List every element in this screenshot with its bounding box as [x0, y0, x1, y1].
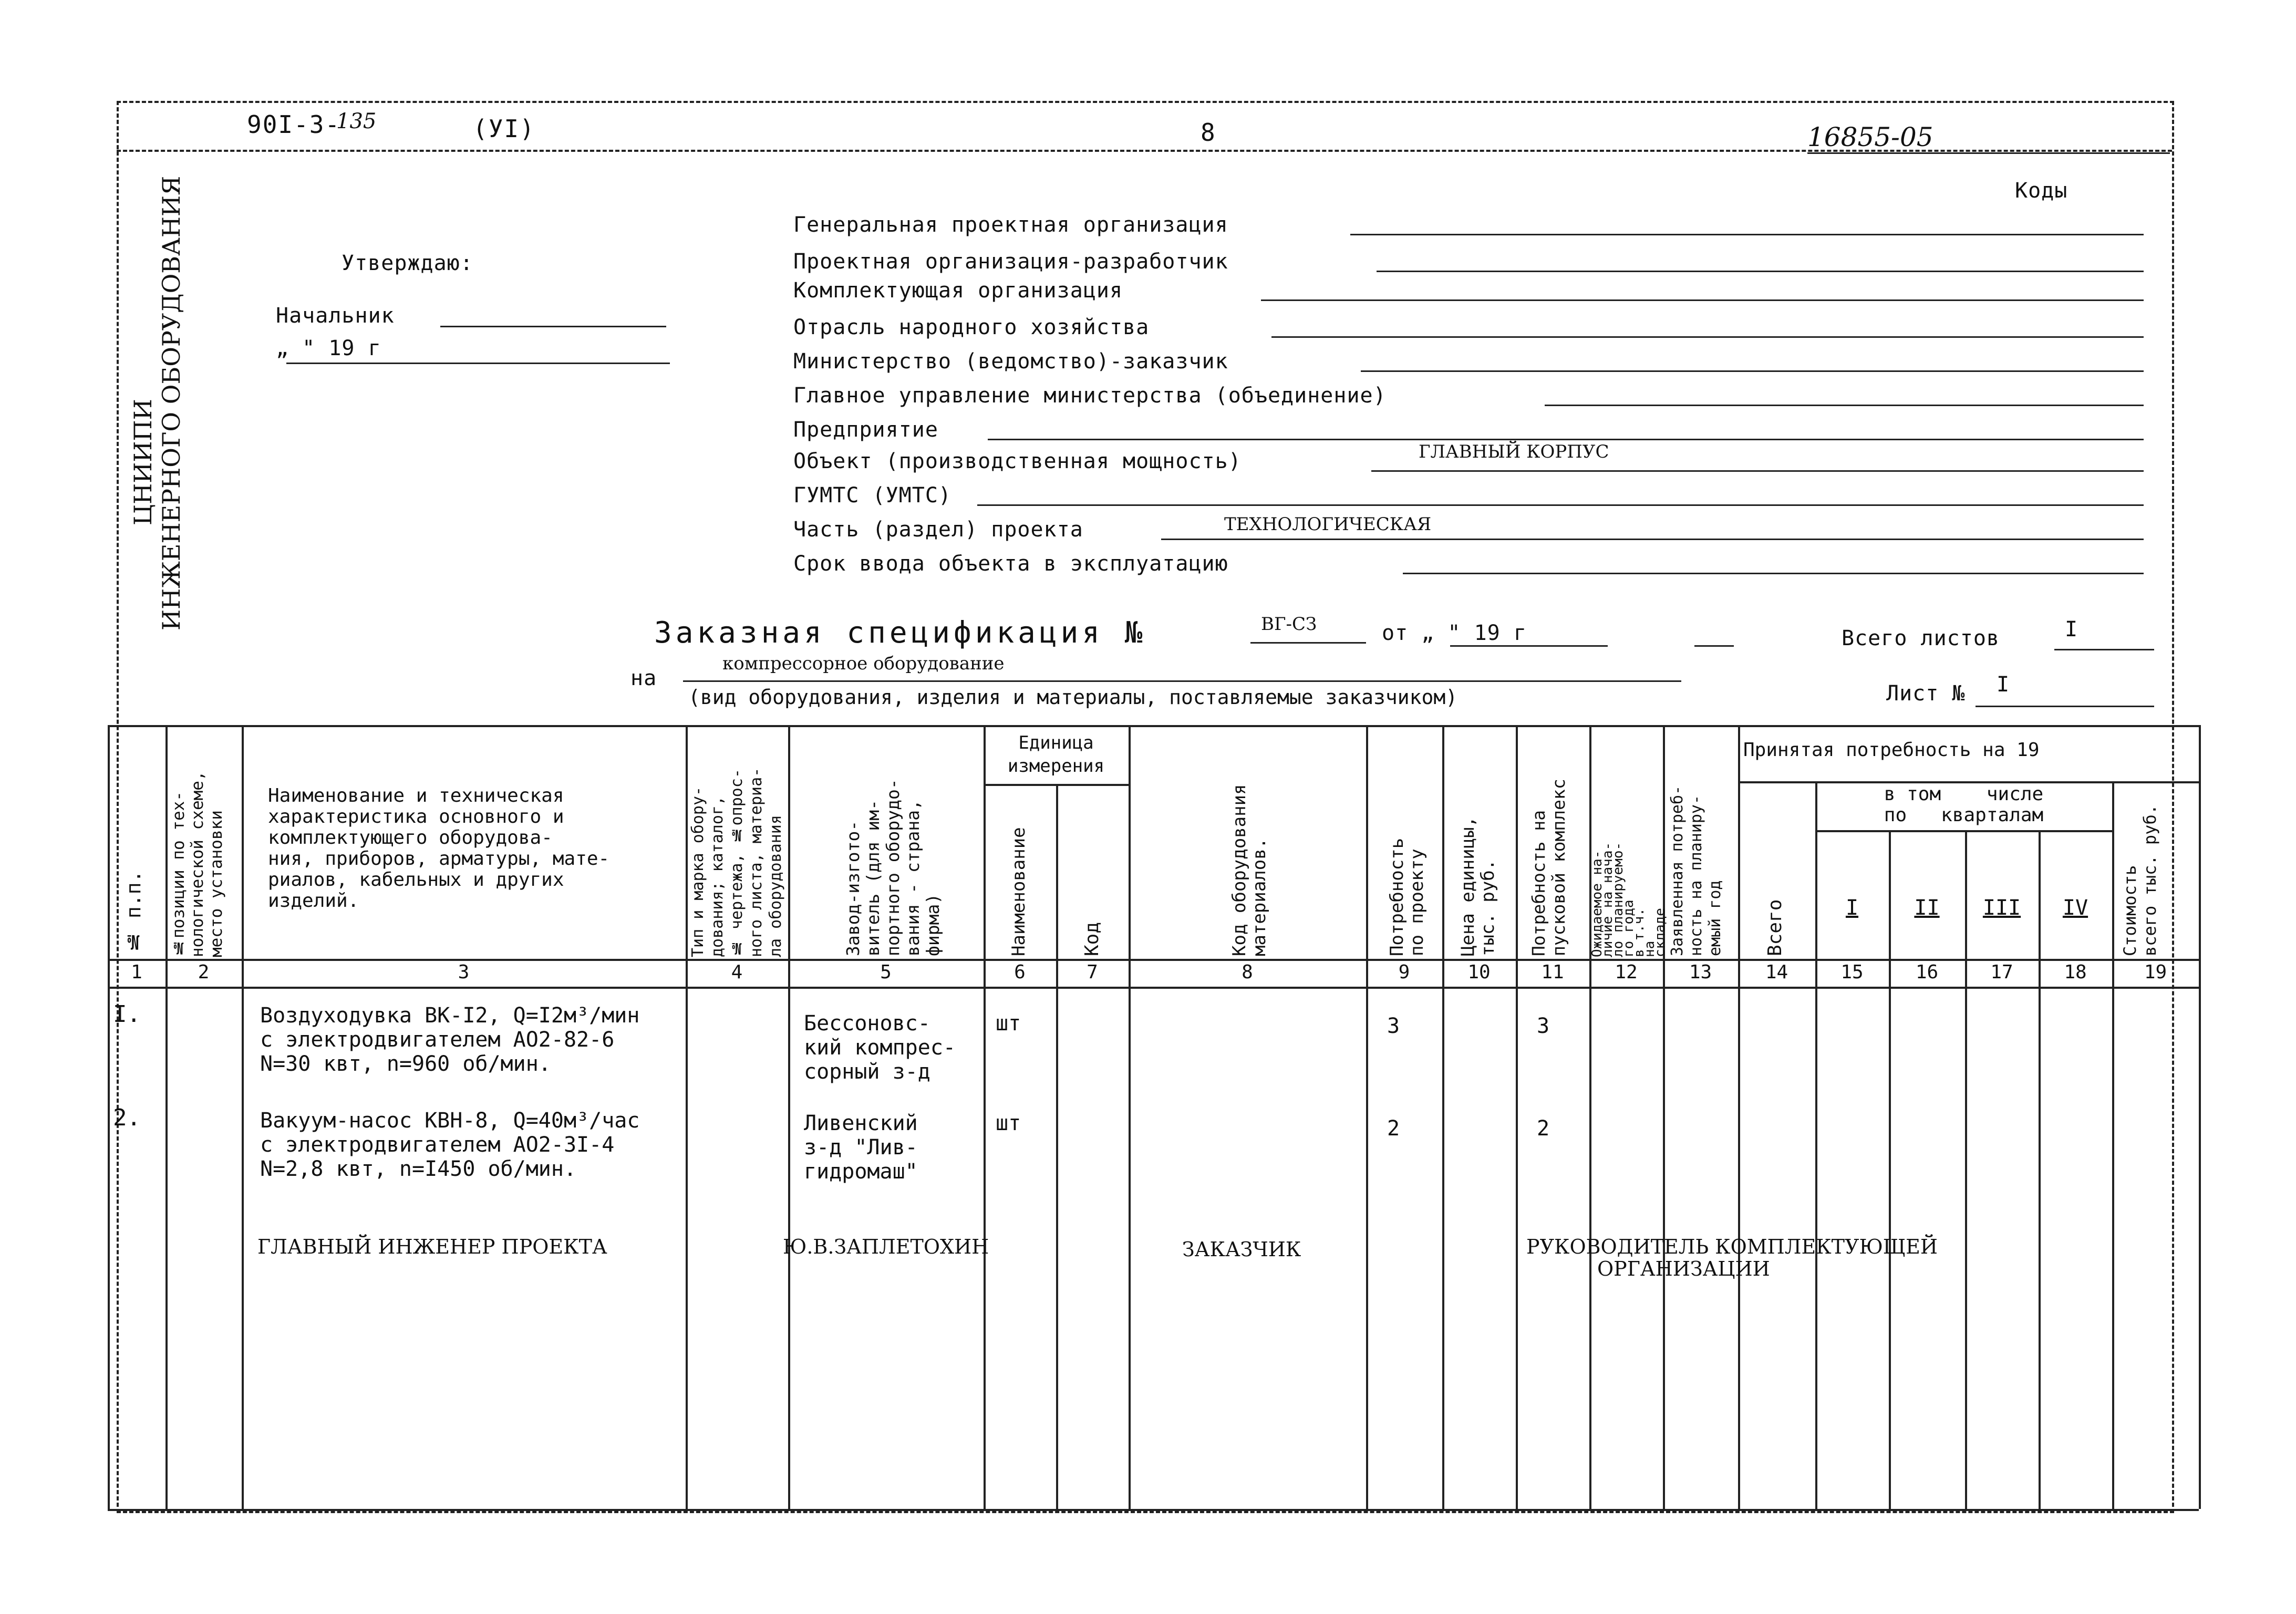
- header-col-1: № п.п.: [122, 870, 145, 954]
- spec-date-line2: [1694, 645, 1734, 647]
- approve-date-line: „ " 19 г: [276, 336, 381, 360]
- field-industry: Отрасль народного хозяйства: [793, 315, 1150, 339]
- field-design-org-line: [1377, 271, 2144, 272]
- unit-group-header: Единица измерения: [1007, 732, 1105, 777]
- col-number-2: 2: [198, 961, 210, 983]
- header-col-9: Потребность по проекту: [1387, 837, 1428, 956]
- sheet-code-underline: [1807, 152, 2170, 154]
- total-sheets-label: Всего листов: [1842, 626, 2000, 650]
- field-gumts-line: [977, 504, 2144, 506]
- col-border-3: [686, 725, 688, 1509]
- total-sheets-line: [2054, 649, 2154, 650]
- col-number-12: 12: [1615, 961, 1638, 983]
- field-design-org: Проектная организация-разработчик: [793, 250, 1228, 274]
- col-border-19: [2199, 725, 2201, 1509]
- org-stamp-line1: ЦНИИПИ: [129, 399, 157, 526]
- header-col-14: Всего: [1764, 899, 1786, 956]
- doc-code-handwritten: 135: [336, 109, 377, 133]
- header-col-19: Стоимость всего тыс. руб.: [2120, 804, 2160, 956]
- col-number-14: 14: [1765, 961, 1788, 983]
- table-top-rule: [108, 725, 2199, 727]
- approve-date-underline: [286, 363, 670, 364]
- supplier-org-label: ОРГАНИЗАЦИИ: [1597, 1257, 1770, 1280]
- row-need-project: 2: [1387, 1116, 1400, 1141]
- header-col-6: Наименование: [1008, 827, 1029, 956]
- accepted-group-header: Принятая потребность на 19: [1743, 739, 2040, 761]
- col-border-0: [108, 725, 110, 1509]
- col-border-14: [1815, 781, 1817, 1509]
- field-enterprise: Предприятие: [793, 418, 938, 442]
- col-number-4: 4: [731, 961, 743, 983]
- col-border-2: [242, 725, 244, 1509]
- field-industry-line: [1271, 336, 2144, 338]
- col-number-10: 10: [1467, 961, 1491, 983]
- header-col-12: Ожидаемое на- личие на нача- ло планируемо- го года в т.ч. на складе: [1589, 842, 1668, 957]
- header-col-16: II: [1914, 896, 1940, 920]
- field-supplier-org-line: [1261, 299, 2144, 301]
- col-border-13: [1738, 725, 1740, 1509]
- field-project-part: Часть (раздел) проекта: [793, 518, 1083, 542]
- field-project-part-line: [1161, 539, 2144, 540]
- customer-label: ЗАКАЗЧИК: [1182, 1238, 1301, 1261]
- col-border-16: [1965, 830, 1967, 1509]
- col-border-7: [1129, 725, 1131, 1509]
- field-object: Объект (производственная мощность): [793, 449, 1242, 473]
- sheet-value: I: [1997, 672, 2010, 697]
- col-number-3: 3: [458, 961, 470, 983]
- header-col-7: Код: [1081, 922, 1103, 956]
- doc-code: 90I-3-: [247, 110, 341, 139]
- supplier-head-label: РУКОВОДИТЕЛЬ КОМПЛЕКТУЮЩЕЙ: [1526, 1235, 1938, 1258]
- col-border-8: [1366, 725, 1368, 1509]
- quarters-group-header: в том числе по кварталам: [1884, 783, 2044, 826]
- quarters-group-rule: [1815, 830, 2112, 832]
- row-need-launch: 3: [1537, 1014, 1550, 1038]
- col-number-16: 16: [1915, 961, 1939, 983]
- col-border-11: [1589, 725, 1591, 1509]
- col-number-8: 8: [1242, 961, 1253, 983]
- sheet-label: Лист №: [1886, 681, 1966, 706]
- field-main-directorate-line: [1545, 405, 2144, 406]
- col-border-6: [1056, 784, 1058, 1509]
- col-number-5: 5: [880, 961, 892, 983]
- spec-title: Заказная спецификация №: [654, 616, 1146, 650]
- col-border-9: [1442, 725, 1444, 1509]
- codes-label: Коды: [2015, 179, 2068, 203]
- table-colnum-top: [108, 959, 2199, 961]
- table-colnum-bottom: [108, 987, 2199, 989]
- header-col-13: Заявленная потреб- ность на планиру- емый год: [1668, 785, 1724, 956]
- spec-date-line1: [1450, 645, 1608, 647]
- col-number-18: 18: [2064, 961, 2087, 983]
- chief-engineer-label: ГЛАВНЫЙ ИНЖЕНЕР ПРОЕКТА: [257, 1235, 607, 1258]
- table-bottom-rule: [108, 1509, 2199, 1511]
- field-main-directorate: Главное управление министерства (объединение): [793, 384, 1387, 408]
- col-border-4: [788, 725, 790, 1509]
- header-col-11: Потребность на пусковой комплекс: [1528, 779, 1569, 956]
- field-project-part-value: ТЕХНОЛОГИЧЕСКАЯ: [1224, 514, 1432, 535]
- row-manufacturer: Бессоновс- кий компрес- сорный з-д: [804, 1011, 956, 1084]
- row-number: 2.: [113, 1104, 141, 1131]
- volume-number: (УI): [473, 115, 535, 143]
- col-number-9: 9: [1398, 961, 1410, 983]
- field-ministry-line: [1361, 370, 2144, 372]
- sheet-code: 16855-05: [1807, 122, 1933, 152]
- row-item-name: Вакуум-насос КВН-8, Q=40м³/час с электродвигателем АО2-3I-4 N=2,8 квт, n=I450 об/мин.: [260, 1109, 640, 1181]
- header-col-3: Наименование и техническая характеристика основного и комплектующего оборудова- ния, приборов, арматуры, мате- риалов, кабельных и других изделий.: [268, 785, 610, 912]
- col-number-1: 1: [131, 961, 142, 983]
- approve-label: Утверждаю:: [342, 251, 473, 275]
- field-general-org: Генеральная проектная организация: [793, 213, 1228, 237]
- col-border-10: [1516, 725, 1518, 1509]
- col-border-17: [2039, 830, 2041, 1509]
- col-number-11: 11: [1541, 961, 1564, 983]
- row-unit: шт: [996, 1111, 1021, 1135]
- col-number-19: 19: [2144, 961, 2167, 983]
- chief-label: Начальник: [276, 304, 395, 328]
- header-col-17: III: [1982, 896, 2021, 920]
- subject-line: [683, 680, 1681, 682]
- header-col-18: IV: [2062, 896, 2088, 920]
- page-number: 8: [1201, 118, 1216, 147]
- col-number-6: 6: [1014, 961, 1026, 983]
- col-border-1: [166, 725, 168, 1509]
- spec-date: от „ " 19 г: [1382, 621, 1527, 645]
- col-border-15: [1889, 830, 1891, 1509]
- header-col-8: Код оборудования материалов.: [1229, 784, 1270, 956]
- header-col-5: Завод-изгото- витель (для им- портного оборудо- вания - страна, фирма): [843, 779, 943, 956]
- row-need-project: 3: [1387, 1014, 1400, 1038]
- header-col-15: I: [1845, 896, 1859, 920]
- row-need-launch: 2: [1537, 1116, 1550, 1141]
- spec-number-line: [1250, 642, 1366, 644]
- col-number-13: 13: [1689, 961, 1712, 983]
- field-commissioning-date-line: [1403, 573, 2144, 574]
- row-unit: шт: [996, 1011, 1021, 1036]
- col-number-7: 7: [1087, 961, 1098, 983]
- chief-signature-line: [440, 326, 666, 327]
- subject-value: компрессорное оборудование: [722, 653, 1005, 674]
- field-general-org-line: [1350, 234, 2144, 235]
- org-stamp: [129, 175, 185, 630]
- subject-prefix: на: [630, 666, 657, 690]
- org-stamp-line2: ИНЖЕНЕРНОГО ОБОРУДОВАНИЯ: [157, 175, 185, 630]
- row-manufacturer: Ливенский з-д "Лив- гидромаш": [804, 1111, 918, 1184]
- sheet-line: [1976, 706, 2154, 707]
- field-gumts: ГУМТС (УМТС): [793, 483, 952, 508]
- col-number-17: 17: [1990, 961, 2013, 983]
- total-sheets-value: I: [2065, 617, 2078, 642]
- field-enterprise-line: [988, 439, 2144, 440]
- col-border-18: [2112, 781, 2114, 1509]
- field-object-value: ГЛАВНЫЙ КОРПУС: [1419, 441, 1609, 462]
- header-col-10: Цена единицы, тыс. руб.: [1457, 816, 1498, 956]
- row-item-name: Воздуходувка ВК-I2, Q=I2м³/мин с электродвигателем АО2-82-6 N=30 квт, n=960 об/мин.: [260, 1003, 640, 1076]
- field-ministry: Министерство (ведомство)-заказчик: [793, 349, 1228, 374]
- header-col-4: Тип и марка обору- дования; каталог, № чертежа, №опрос- ного листа, материа- ла оборудования: [689, 767, 785, 957]
- col-number-15: 15: [1840, 961, 1864, 983]
- field-commissioning-date: Срок ввода объекта в эксплуатацию: [793, 552, 1228, 576]
- spec-number: ВГ-СЗ: [1261, 614, 1317, 635]
- subject-caption: (вид оборудования, изделия и материалы, поставляемые заказчиком): [688, 686, 1458, 709]
- chief-engineer-name: Ю.В.ЗАПЛЕТОХИН: [783, 1235, 989, 1258]
- header-col-2: №позиции по тех- нологической схеме, место установки: [169, 771, 226, 957]
- field-object-line: [1371, 470, 2144, 472]
- row-number: I.: [113, 1001, 141, 1028]
- field-supplier-org: Комплектующая организация: [793, 278, 1123, 303]
- col-border-5: [984, 725, 986, 1509]
